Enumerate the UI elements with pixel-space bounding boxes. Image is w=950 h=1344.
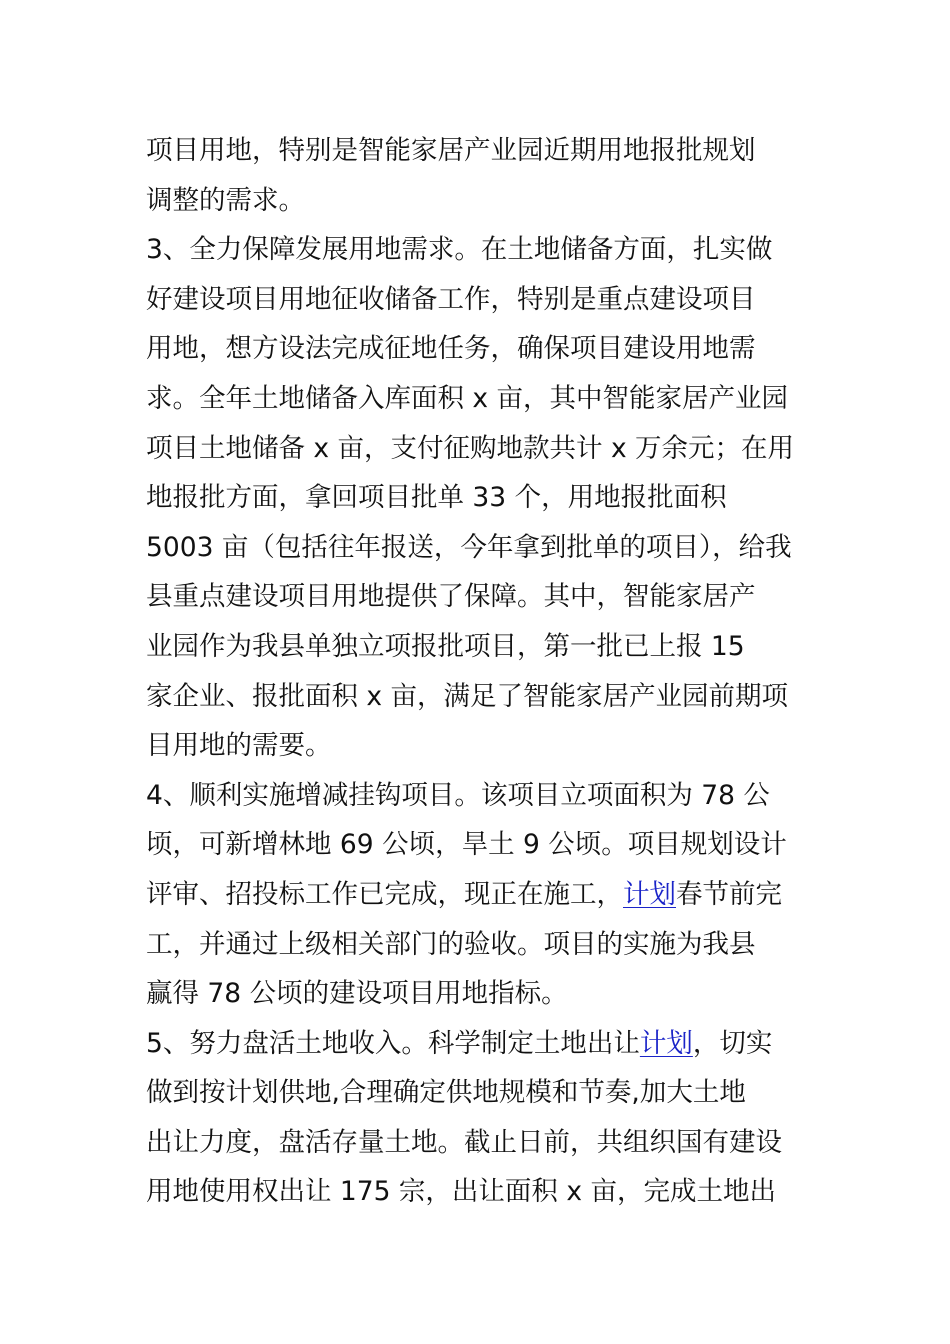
text-line: 工，并通过上级相关部门的验收。项目的实施为我县 (146, 928, 756, 960)
text-line (146, 870, 811, 920)
text-line: 县重点建设项目用地提供了保障。其中，智能家居产 (146, 581, 756, 613)
plan-link[interactable]: 计划 (623, 878, 676, 910)
text-line: 业园作为我县单独立项报批项目，第一批已上报 15 (146, 630, 745, 662)
text-line: 4、顺利实施增减挂钩项目。该项目立项面积为 78 公 (146, 779, 770, 811)
text-line: 用地使用权出让 175 宗，出让面积 x 亩，完成土地出 (146, 1176, 776, 1208)
text-line: 家企业、报批面积 x 亩，满足了智能家居产业园前期项 (146, 680, 789, 712)
text-line: 地报批方面，拿回项目批单 33 个，用地报批面积 (146, 482, 727, 514)
text-segment: 春节前完 (676, 878, 782, 910)
text-line: 求。全年土地储备入库面积 x 亩，其中智能家居产业园 (146, 382, 789, 414)
text-segment: ，切实 (692, 1027, 773, 1059)
plan-link[interactable]: 计划 (639, 1027, 693, 1059)
text-line: 顷，可新增林地 69 公顷，旱土 9 公顷。项目规划设计 (146, 829, 787, 861)
text-line: 项目土地储备 x 亩，支付征购地款共计 x 万余元；在用 (146, 432, 795, 464)
text-segment: 评审、招投标工作已完成，现正在施工， (146, 878, 623, 910)
text-line: 3、全力保障发展用地需求。在土地储备方面，扎实做 (146, 234, 773, 266)
text-line: 赢得 78 公顷的建设项目用地指标。 (146, 978, 568, 1010)
text-segment: 5、努力盘活土地收入。科学制定土地出让 (146, 1027, 640, 1059)
text-line (146, 1019, 811, 1069)
text-line: 出让力度，盘活存量土地。截止日前，共组织国有建设 (146, 1126, 782, 1158)
text-line: 5003 亩（包括往年报送，今年拿到批单的项目），给我 (146, 531, 792, 563)
text-line: 好建设项目用地征收储备工作，特别是重点建设项目 (146, 283, 756, 315)
document-body (146, 126, 811, 1217)
text-line: 项目用地，特别是智能家居产业园近期用地报批规划 (146, 135, 756, 166)
text-line: 目用地的需要。 (146, 730, 332, 762)
text-line: 用地，想方设法完成征地任务，确保项目建设用地需 (146, 333, 756, 365)
text-line: 做到按计划供地,合理确定供地规模和节奏,加大土地 (146, 1077, 746, 1109)
text-line: 调整的需求。 (146, 184, 305, 216)
